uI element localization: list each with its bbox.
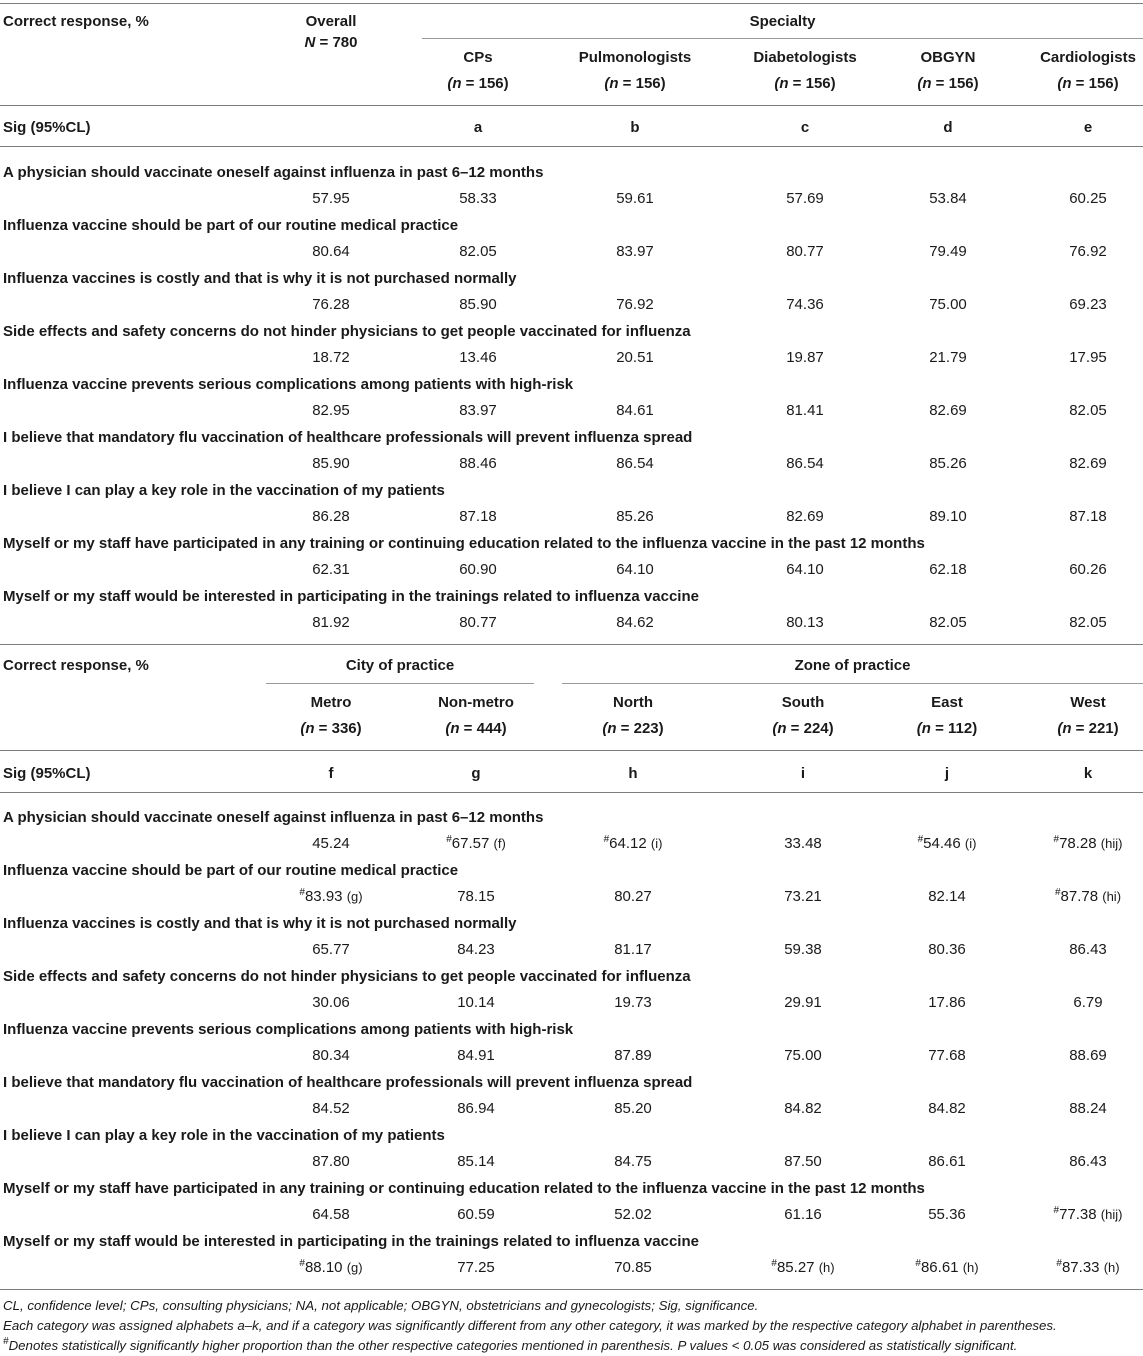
significance-letters: (i): [964, 836, 977, 851]
significance-letters: (i): [650, 836, 663, 851]
cell-value: 82.69: [1069, 455, 1107, 472]
cell-value: 80.77: [786, 243, 824, 260]
cell-number: 6.79: [1073, 994, 1103, 1011]
cell-value: [573, 1047, 693, 1065]
cell-value: 82.05: [1069, 614, 1107, 631]
cell-value: 62.31: [312, 561, 350, 578]
cell-value: 82.69: [786, 508, 824, 525]
cell-value: [1028, 1047, 1143, 1065]
question-text: Influenza vaccines is costly and that is why it is not purchased normally: [3, 915, 517, 932]
cell-number: 59.38: [784, 941, 822, 958]
significance-letters: (h): [818, 1260, 835, 1275]
cell-number: 67.57: [451, 835, 490, 852]
cell-number: 61.16: [784, 1206, 822, 1223]
cell-value: [271, 835, 391, 853]
cell-number: 19.73: [614, 994, 652, 1011]
cell-value: 84.61: [616, 402, 654, 419]
col-n-diabetologists: (n = 156): [774, 75, 836, 92]
sig-code: k: [1083, 765, 1093, 782]
significance-marker: #: [603, 834, 610, 845]
question-text: I believe I can play a key role in the vaccination of my patients: [3, 482, 445, 499]
cell-number: 86.43: [1069, 941, 1107, 958]
question-text: I believe I can play a key role in the vaccination of my patients: [3, 1127, 445, 1144]
col-n-obgyn: (n = 156): [917, 75, 979, 92]
cell-value: [1028, 1153, 1143, 1171]
col-header-south: South: [781, 694, 825, 711]
cell-value: 59.61: [616, 190, 654, 207]
cell-value: 80.77: [459, 614, 497, 631]
cell-value: 87.18: [459, 508, 497, 525]
cell-value: 80.64: [312, 243, 350, 260]
cell-value: [271, 1047, 391, 1065]
question-text: Influenza vaccine should be part of our routine medical practice: [3, 862, 459, 879]
cell-number: 84.82: [784, 1100, 822, 1117]
cell-number: 80.36: [928, 941, 966, 958]
question-text: I believe that mandatory flu vaccination of healthcare professionals will prevent influenza spread: [3, 429, 693, 446]
col-n-east: (n = 112): [916, 720, 978, 737]
cell-value: 53.84: [929, 190, 967, 207]
cell-value: [271, 1153, 391, 1171]
cell-number: 88.10: [304, 1259, 343, 1276]
cell-value: 84.62: [616, 614, 654, 631]
question-text: I believe that mandatory flu vaccination of healthcare professionals will prevent influenza spread: [3, 1074, 693, 1091]
col-n-cps: (n = 156): [447, 75, 509, 92]
cell-value: 13.46: [459, 349, 497, 366]
cell-number: 87.33: [1061, 1259, 1100, 1276]
cell-value: [743, 941, 863, 959]
cell-number: 55.36: [928, 1206, 966, 1223]
significance-letters: (hij): [1100, 1207, 1123, 1222]
cell-value: [573, 888, 693, 906]
cell-number: 80.34: [312, 1047, 350, 1064]
cell-value: 85.26: [616, 508, 654, 525]
cell-value: [271, 941, 391, 959]
col-header-non-metro: Non-metro: [438, 694, 514, 711]
cell-value: 62.18: [929, 561, 967, 578]
cell-value: [887, 941, 1007, 959]
cell-value: [887, 1206, 1007, 1224]
col-n-north: (n = 223): [602, 720, 664, 737]
cell-value: 82.69: [929, 402, 967, 419]
cell-value: 83.97: [616, 243, 654, 260]
cell-number: 88.24: [1069, 1100, 1107, 1117]
cell-value: 80.13: [786, 614, 824, 631]
col-header-west: West: [1070, 694, 1106, 711]
cell-value: [573, 1153, 693, 1171]
col-n-metro: (n = 336): [300, 720, 362, 737]
cell-number: 45.24: [312, 835, 350, 852]
col-n-non-metro: (n = 444): [445, 720, 507, 737]
cell-value: 88.46: [459, 455, 497, 472]
cell-value: [887, 835, 1007, 853]
cell-value: [743, 888, 863, 906]
significance-marker: #: [771, 1258, 777, 1269]
cell-value: [887, 1047, 1007, 1065]
cell-value: [1028, 1206, 1143, 1224]
sig-label: Sig (95%CL): [3, 119, 91, 136]
cell-value: [743, 994, 863, 1012]
cell-value: 60.25: [1069, 190, 1107, 207]
col-header-pulmonologists: Pulmonologists: [578, 49, 692, 66]
significance-letters: (f): [493, 836, 506, 851]
sig-label-2: Sig (95%CL): [3, 765, 91, 782]
sig-code: h: [628, 765, 638, 782]
cell-number: 84.91: [457, 1047, 495, 1064]
cell-number: 52.02: [614, 1206, 652, 1223]
corner-label: Correct response, %: [3, 13, 149, 30]
sig-code: e: [1083, 119, 1093, 136]
cell-number: 78.28: [1059, 835, 1097, 852]
cell-value: 79.49: [929, 243, 967, 260]
significance-letters: (hi): [1102, 889, 1122, 904]
cell-number: 80.27: [614, 888, 652, 905]
cell-value: [416, 1100, 536, 1118]
question-text: Side effects and safety concerns do not hinder physicians to get people vaccinated for influenza: [3, 323, 691, 340]
col-header-metro: Metro: [310, 694, 352, 711]
col-header-cps: CPs: [463, 49, 493, 66]
cell-value: 57.69: [786, 190, 824, 207]
cell-value: [416, 888, 536, 906]
sig-code: a: [473, 119, 483, 136]
cell-value: [416, 835, 536, 853]
cell-value: [573, 1100, 693, 1118]
cell-number: 84.52: [312, 1100, 350, 1117]
cell-value: [416, 1206, 536, 1224]
cell-value: 82.05: [459, 243, 497, 260]
footnote: Each category was assigned alphabets a–k, and if a category was significantly different from any other category, it was marked by the respective category alphabet in parentheses.: [3, 1318, 1057, 1333]
cell-number: 86.43: [1069, 1153, 1107, 1170]
sig-code: g: [471, 765, 481, 782]
cell-value: [743, 1047, 863, 1065]
sig-code: d: [943, 119, 953, 136]
cell-value: 69.23: [1069, 296, 1107, 313]
cell-number: 85.14: [457, 1153, 495, 1170]
question-text: Myself or my staff have participated in any training or continuing education related to the influenza vaccine in the past 12 months: [3, 535, 925, 552]
cell-value: [887, 1100, 1007, 1118]
cell-number: 86.61: [920, 1259, 959, 1276]
significance-letters: (hij): [1100, 836, 1123, 851]
significance-marker: #: [1053, 1205, 1060, 1216]
cell-value: 18.72: [312, 349, 350, 366]
cell-number: 77.25: [457, 1259, 495, 1276]
cell-number: 78.15: [457, 888, 495, 905]
significance-marker: #: [1053, 834, 1060, 845]
cell-value: 76.92: [1069, 243, 1107, 260]
cell-value: [416, 1259, 536, 1277]
cell-number: 17.86: [928, 994, 966, 1011]
col-header-obgyn: OBGYN: [920, 49, 976, 66]
cell-value: [887, 1259, 1007, 1277]
cell-value: 82.05: [1069, 402, 1107, 419]
question-text: Influenza vaccine should be part of our routine medical practice: [3, 217, 459, 234]
cell-number: 65.77: [312, 941, 350, 958]
cell-value: [573, 835, 693, 853]
cell-value: 86.54: [786, 455, 824, 472]
cell-number: 81.17: [614, 941, 652, 958]
col-header-cardiologists: Cardiologists: [1040, 49, 1136, 66]
cell-number: 10.14: [457, 994, 495, 1011]
cell-value: 76.28: [312, 296, 350, 313]
cell-value: 87.18: [1069, 508, 1107, 525]
cell-value: 60.90: [459, 561, 497, 578]
cell-value: 75.00: [929, 296, 967, 313]
cell-value: [271, 1259, 391, 1277]
sig-code: j: [944, 765, 950, 782]
footnote: #Denotes statistically significantly higher proportion than the other respective categories mentioned in parenthesis. P values < 0.05 was considered as statistically significant.: [3, 1336, 1018, 1353]
cell-number: 83.93: [304, 888, 343, 905]
col-header-east: East: [931, 694, 963, 711]
cell-value: [743, 1153, 863, 1171]
cell-value: [416, 1047, 536, 1065]
question-text: Influenza vaccine prevents serious complications among patients with high-risk: [3, 1021, 574, 1038]
cell-value: [573, 994, 693, 1012]
cell-value: 21.79: [929, 349, 967, 366]
question-text: Influenza vaccines is costly and that is why it is not purchased normally: [3, 270, 517, 287]
cell-number: 84.23: [457, 941, 495, 958]
cell-value: [416, 1153, 536, 1171]
cell-number: 88.69: [1069, 1047, 1107, 1064]
overall-n: N = 780: [304, 34, 358, 51]
cell-value: 81.92: [312, 614, 350, 631]
cell-number: 64.12: [609, 835, 647, 852]
cell-value: 86.28: [312, 508, 350, 525]
significance-marker: #: [917, 834, 924, 845]
sig-code: f: [328, 765, 334, 782]
cell-number: 30.06: [312, 994, 350, 1011]
cell-value: [271, 888, 391, 906]
sig-code: i: [800, 765, 806, 782]
city-group-label: City of practice: [345, 657, 455, 674]
question-text: Myself or my staff would be interested in participating in the trainings related to influenza vaccine: [3, 588, 699, 605]
significance-marker: #: [299, 1258, 305, 1269]
cell-value: 57.95: [312, 190, 350, 207]
cell-value: 60.26: [1069, 561, 1107, 578]
cell-value: [271, 1206, 391, 1224]
cell-value: [743, 835, 863, 853]
cell-number: 64.58: [312, 1206, 350, 1223]
cell-value: 82.95: [312, 402, 350, 419]
cell-value: 76.92: [616, 296, 654, 313]
col-n-cardiologists: (n = 156): [1057, 75, 1119, 92]
footnote: CL, confidence level; CPs, consulting physicians; NA, not applicable; OBGYN, obstetricians and gynecologists; Sig, significance.: [3, 1298, 759, 1313]
cell-number: 86.94: [457, 1100, 495, 1117]
cell-number: 85.27: [776, 1259, 815, 1276]
cell-number: 87.50: [784, 1153, 822, 1170]
cell-number: 33.48: [784, 835, 822, 852]
col-n-pulmonologists: (n = 156): [604, 75, 666, 92]
specialty-group-label: Specialty: [749, 13, 816, 30]
cell-value: 58.33: [459, 190, 497, 207]
cell-value: 82.05: [929, 614, 967, 631]
cell-value: [416, 941, 536, 959]
cell-number: 70.85: [614, 1259, 652, 1276]
significance-marker: #: [446, 834, 452, 845]
significance-marker: #: [915, 1258, 921, 1269]
cell-value: [887, 888, 1007, 906]
significance-letters: (g): [346, 889, 363, 904]
cell-value: [1028, 1259, 1143, 1277]
cell-value: 89.10: [929, 508, 967, 525]
significance-letters: (h): [1103, 1260, 1120, 1275]
sig-code: c: [800, 119, 810, 136]
cell-value: [1028, 835, 1143, 853]
significance-letters: (h): [962, 1260, 979, 1275]
question-text: A physician should vaccinate oneself against influenza in past 6–12 months: [3, 809, 544, 826]
cell-number: 73.21: [784, 888, 822, 905]
cell-value: 85.26: [929, 455, 967, 472]
cell-number: 87.89: [614, 1047, 652, 1064]
cell-value: 64.10: [786, 561, 824, 578]
cell-value: [743, 1259, 863, 1277]
zone-group-label: Zone of practice: [794, 657, 911, 674]
cell-value: 81.41: [786, 402, 824, 419]
cell-value: 17.95: [1069, 349, 1107, 366]
cell-number: 75.00: [784, 1047, 822, 1064]
cell-value: [271, 1100, 391, 1118]
cell-value: [887, 1153, 1007, 1171]
cell-value: [1028, 888, 1143, 906]
cell-number: 84.75: [614, 1153, 652, 1170]
overall-label: Overall: [305, 13, 357, 30]
cell-value: [887, 994, 1007, 1012]
sig-code: b: [630, 119, 640, 136]
question-text: Myself or my staff have participated in any training or continuing education related to the influenza vaccine in the past 12 months: [3, 1180, 925, 1197]
cell-value: 86.54: [616, 455, 654, 472]
cell-number: 87.78: [1060, 888, 1099, 905]
col-header-diabetologists: Diabetologists: [753, 49, 857, 66]
cell-value: [573, 941, 693, 959]
col-n-west: (n = 221): [1057, 720, 1119, 737]
cell-value: 83.97: [459, 402, 497, 419]
cell-value: [416, 994, 536, 1012]
question-text: Influenza vaccine prevents serious complications among patients with high-risk: [3, 376, 574, 393]
cell-value: 85.90: [459, 296, 497, 313]
cell-value: [1028, 1100, 1143, 1118]
cell-number: 77.68: [928, 1047, 966, 1064]
question-text: Side effects and safety concerns do not hinder physicians to get people vaccinated for influenza: [3, 968, 691, 985]
significance-marker: #: [299, 887, 305, 898]
cell-value: [573, 1206, 693, 1224]
cell-number: 87.80: [312, 1153, 350, 1170]
cell-number: 82.14: [928, 888, 966, 905]
cell-value: [743, 1100, 863, 1118]
col-n-south: (n = 224): [772, 720, 834, 737]
cell-number: 60.59: [457, 1206, 495, 1223]
significance-marker: #: [1054, 887, 1061, 898]
cell-number: 77.38: [1059, 1206, 1097, 1223]
cell-value: [271, 994, 391, 1012]
cell-number: 84.82: [928, 1100, 966, 1117]
question-text: Myself or my staff would be interested in participating in the trainings related to influenza vaccine: [3, 1233, 699, 1250]
cell-number: 54.46: [923, 835, 961, 852]
question-text: A physician should vaccinate oneself against influenza in past 6–12 months: [3, 164, 544, 181]
cell-number: 29.91: [784, 994, 822, 1011]
cell-value: [573, 1259, 693, 1277]
cell-value: [1028, 994, 1143, 1012]
cell-value: 19.87: [786, 349, 824, 366]
cell-number: 85.20: [614, 1100, 652, 1117]
significance-marker: #: [1056, 1258, 1062, 1269]
corner-label-2: Correct response, %: [3, 657, 149, 674]
cell-value: [743, 1206, 863, 1224]
cell-value: 20.51: [616, 349, 654, 366]
cell-value: 74.36: [786, 296, 824, 313]
cell-number: 86.61: [928, 1153, 966, 1170]
col-header-north: North: [613, 694, 653, 711]
significance-letters: (g): [346, 1260, 363, 1275]
cell-value: [1028, 941, 1143, 959]
cell-value: 64.10: [616, 561, 654, 578]
cell-value: 85.90: [312, 455, 350, 472]
